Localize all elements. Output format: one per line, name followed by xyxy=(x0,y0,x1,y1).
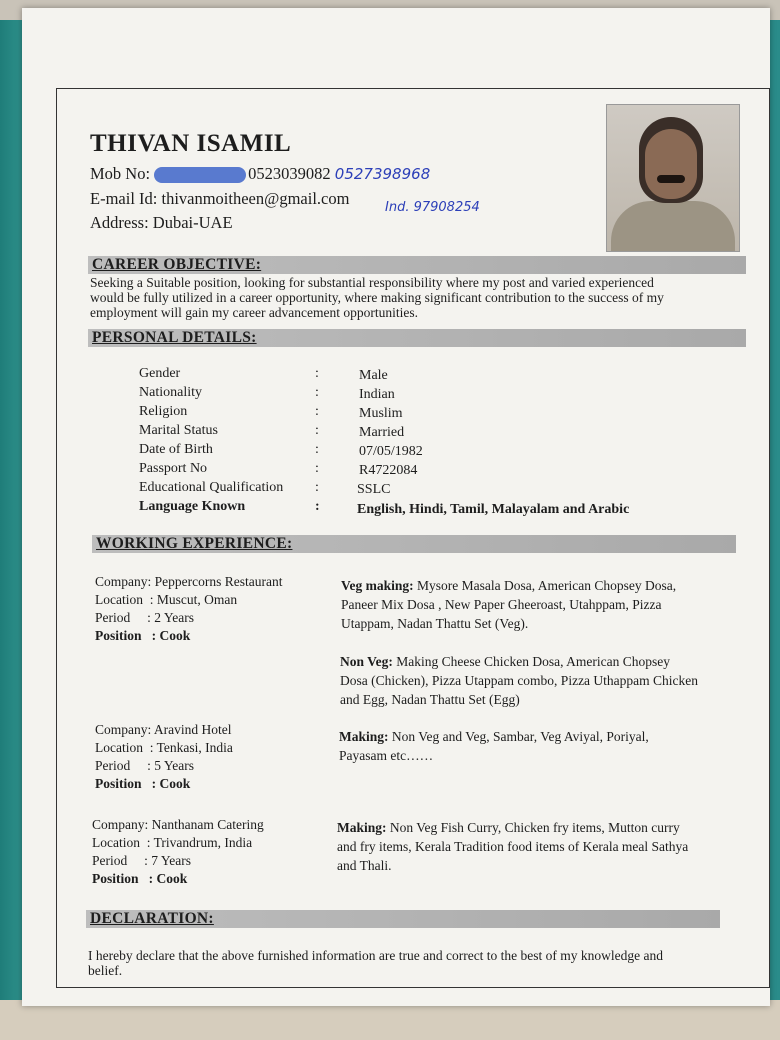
mobile-label: Mob No: xyxy=(90,164,151,183)
declaration-line-2: belief. xyxy=(88,963,123,978)
email-address: thivanmoitheen@gmail.com xyxy=(161,189,350,208)
career-objective-heading: CAREER OBJECTIVE: xyxy=(88,256,746,274)
address-line xyxy=(90,213,233,233)
row-label: Date of Birth xyxy=(139,442,213,457)
personal-row xyxy=(139,366,699,385)
row-value: R4722084 xyxy=(359,463,418,478)
row-value: Male xyxy=(359,368,388,383)
row-value: Indian xyxy=(359,387,395,402)
address-label: Address: xyxy=(90,213,149,232)
row-colon: : xyxy=(315,423,319,438)
personal-row xyxy=(139,461,699,480)
job-company: Company: Aravind Hotel xyxy=(95,722,232,737)
row-colon: : xyxy=(315,480,319,495)
row-label: Marital Status xyxy=(139,423,218,438)
job-3-details xyxy=(92,816,332,888)
working-experience-heading: WORKING EXPERIENCE: xyxy=(92,535,736,553)
job-2-items xyxy=(339,727,739,765)
making-line: Non Veg Fish Curry, Chicken fry items, Mutton curry xyxy=(386,820,680,835)
job-period: Period : 7 Years xyxy=(92,853,192,868)
row-label: Gender xyxy=(139,366,181,381)
personal-details-table xyxy=(139,366,699,518)
email-line xyxy=(90,189,349,209)
job-location: Location : Trivandrum, India xyxy=(92,835,253,850)
making-line: Payasam etc…… xyxy=(339,748,434,763)
making-line: and Thali. xyxy=(337,858,392,873)
nonveg-line: Making Cheese Chicken Dosa, American Chopsey xyxy=(392,654,670,669)
veg-line: Utappam, Nadan Thattu Set (Veg). xyxy=(341,616,529,631)
job-position: Position : Cook xyxy=(95,628,191,643)
row-value: Married xyxy=(359,425,405,440)
row-colon: : xyxy=(315,461,319,476)
redacted-scribble xyxy=(154,167,246,183)
veg-line: Paneer Mix Dosa , New Paper Gheeroast, Utahppam, Pizza xyxy=(341,597,662,612)
row-colon: : xyxy=(315,385,319,400)
job-1-details xyxy=(95,573,330,645)
email-label: E-mail Id: xyxy=(90,189,158,208)
row-label: Religion xyxy=(139,404,188,419)
row-value: English, Hindi, Tamil, Malayalam and Arabic xyxy=(357,502,630,517)
declaration-text xyxy=(88,948,720,978)
declaration-line-1: I hereby declare that the above furnished information are true and correct to the best of my knowledge and xyxy=(88,948,664,963)
row-value: Muslim xyxy=(359,406,403,421)
job-location: Location : Muscut, Oman xyxy=(95,592,238,607)
job-position: Position : Cook xyxy=(92,871,188,886)
applicant-photo xyxy=(606,104,740,252)
job-location: Location : Tenkasi, India xyxy=(95,740,233,755)
row-label: Language Known xyxy=(139,499,246,514)
india-number-handwritten: Ind. 97908254 xyxy=(385,200,480,215)
job-company: Company: Peppercorns Restaurant xyxy=(95,574,283,589)
personal-details-heading: PERSONAL DETAILS: xyxy=(88,329,746,347)
row-label: Nationality xyxy=(139,385,202,400)
personal-row xyxy=(139,404,699,423)
row-value: 07/05/1982 xyxy=(359,444,423,459)
personal-row xyxy=(139,423,699,442)
making-line: and fry items, Kerala Tradition food items of Kerala meal Sathya xyxy=(337,839,689,854)
job-1-nonveg-items xyxy=(340,652,740,709)
personal-row xyxy=(139,480,699,499)
row-colon: : xyxy=(315,366,319,381)
career-line-1: Seeking a Suitable position, looking for substantial responsibility where my post and varied experienced xyxy=(90,275,654,290)
mobile-line xyxy=(90,164,430,184)
applicant-name: THIVAN ISAMIL xyxy=(90,130,292,157)
personal-row xyxy=(139,385,699,404)
mobile-handwritten: 0527398968 xyxy=(334,165,431,183)
making-label: Making: xyxy=(337,820,387,835)
nonveg-line: and Egg, Nadan Thattu Set (Egg) xyxy=(340,692,520,707)
row-value: SSLC xyxy=(357,482,391,497)
row-label: Passport No xyxy=(139,461,208,476)
veg-label: Veg making: xyxy=(341,578,414,593)
declaration-heading: DECLARATION: xyxy=(86,910,720,928)
making-line: Non Veg and Veg, Sambar, Veg Aviyal, Poriyal, xyxy=(388,729,649,744)
personal-row xyxy=(139,442,699,461)
job-position: Position : Cook xyxy=(95,776,191,791)
job-period: Period : 2 Years xyxy=(95,610,195,625)
personal-row xyxy=(139,499,699,518)
row-colon: : xyxy=(315,442,319,457)
veg-line: Mysore Masala Dosa, American Chopsey Dosa, xyxy=(413,578,677,593)
job-period: Period : 5 Years xyxy=(95,758,195,773)
job-3-items xyxy=(337,818,737,875)
mobile-number: 0523039082 xyxy=(248,164,331,183)
nonveg-line: Dosa (Chicken), Pizza Utappam combo, Pizza Uthappam Chicken xyxy=(340,673,699,688)
row-colon: : xyxy=(315,404,319,419)
address-value: Dubai-UAE xyxy=(152,213,233,232)
row-colon: : xyxy=(315,499,320,514)
job-company: Company: Nanthanam Catering xyxy=(92,817,264,832)
career-objective-text xyxy=(90,275,742,320)
row-label: Educational Qualification xyxy=(139,480,284,495)
job-2-details xyxy=(95,721,330,793)
making-label: Making: xyxy=(339,729,389,744)
career-line-2: would be fully utilized in a career opportunity, where making significant contribution to the success of my xyxy=(90,290,664,305)
background-bottom xyxy=(0,1000,780,1040)
nonveg-label: Non Veg: xyxy=(340,654,393,669)
job-1-veg-items xyxy=(341,576,741,633)
career-line-3: employment will gain my career advancement opportunities. xyxy=(90,305,419,320)
